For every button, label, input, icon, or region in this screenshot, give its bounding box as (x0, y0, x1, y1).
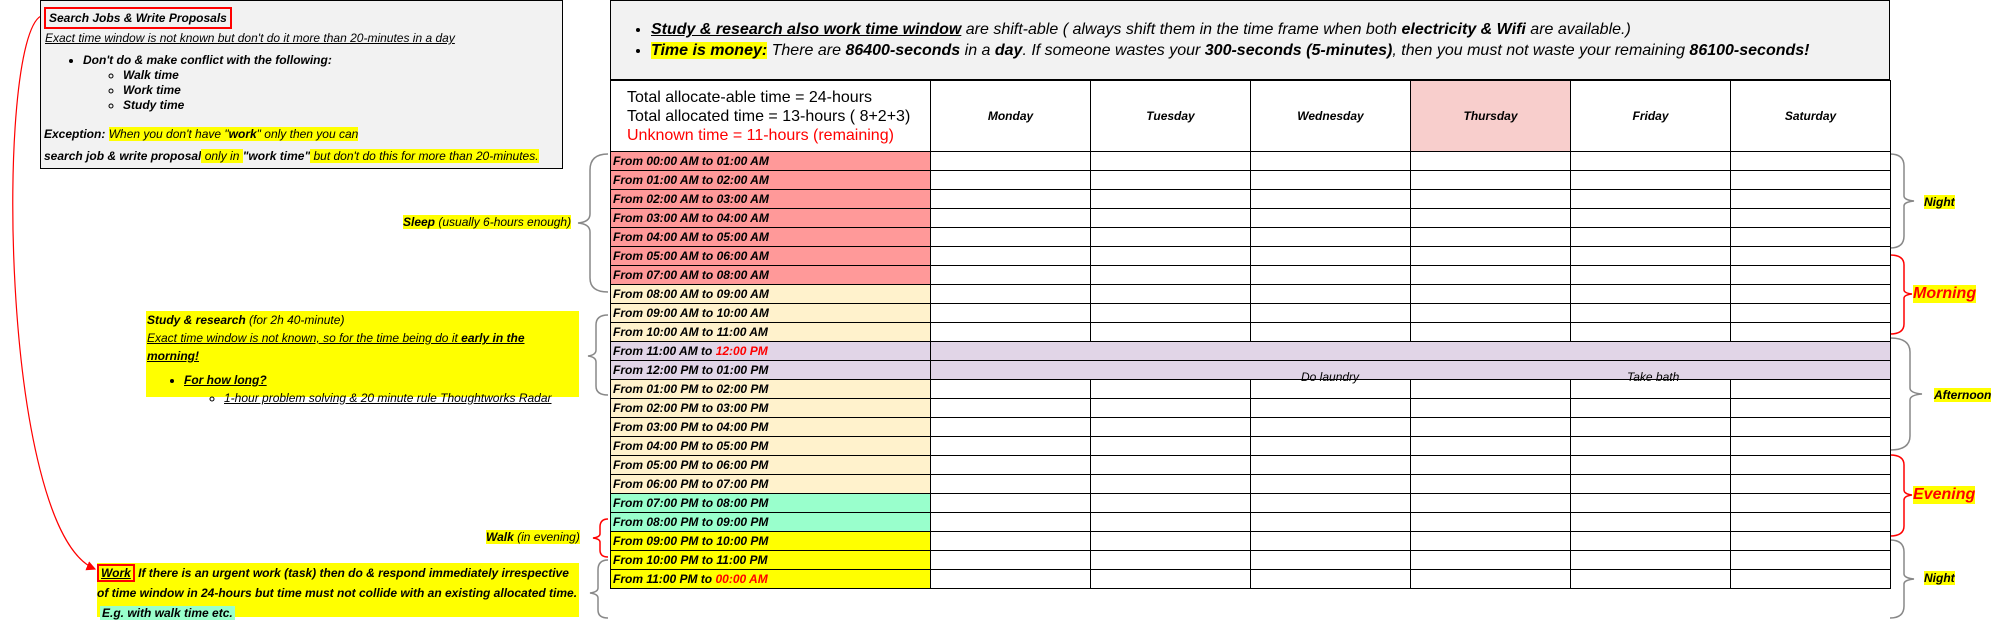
schedule-cell[interactable] (1091, 513, 1251, 532)
sleep-brace (578, 154, 608, 292)
time-summary (611, 81, 931, 152)
schedule-cell[interactable] (1731, 209, 1891, 228)
schedule-cell[interactable] (1091, 532, 1251, 551)
lunch-band (931, 361, 1891, 384)
schedule-cell[interactable] (931, 418, 1091, 437)
schedule-cell[interactable] (1251, 266, 1411, 285)
schedule-cell[interactable] (1251, 437, 1411, 456)
schedule-cell[interactable] (1251, 323, 1411, 342)
work-note (97, 563, 579, 620)
schedule-cell[interactable] (1251, 171, 1411, 190)
day-header-wednesday: Wednesday (1251, 81, 1411, 152)
time-slot-row (611, 437, 1891, 456)
schedule-cell[interactable] (1411, 152, 1571, 171)
time-slot-label: From 05:00 PM to 06:00 PM (611, 456, 931, 475)
schedule-cell[interactable] (1411, 399, 1571, 418)
exception-line-1: Exception: When you don't have "work" only then you can (44, 127, 359, 141)
study-list (146, 371, 579, 407)
schedule-cell[interactable] (1731, 323, 1891, 342)
schedule-cell[interactable] (931, 323, 1091, 342)
schedule-cell[interactable] (1251, 190, 1411, 209)
schedule-cell[interactable] (931, 513, 1091, 532)
schedule-cell[interactable] (931, 152, 1091, 171)
schedule-cell[interactable] (1411, 475, 1571, 494)
total-allocatable: Total allocate-able time = 24-hours (627, 88, 873, 106)
schedule-cell[interactable] (1091, 399, 1251, 418)
time-slot-row (611, 323, 1891, 342)
schedule-cell[interactable] (1571, 266, 1731, 285)
schedule-cell[interactable] (931, 399, 1091, 418)
schedule-cell[interactable] (1251, 532, 1411, 551)
time-slot-label: From 12:00 PM to 01:00 PM (611, 361, 931, 380)
chore-bath: Take bath (1627, 370, 1680, 384)
time-slot-label: From 02:00 AM to 03:00 AM (611, 190, 931, 209)
time-slot-row (611, 456, 1891, 475)
time-slot-row (611, 570, 1891, 589)
schedule-cell[interactable] (1251, 475, 1411, 494)
search-jobs-time-note: Exact time window is not known but don't do it more than 20-minutes in a day (45, 31, 455, 45)
schedule-cell[interactable] (1091, 323, 1251, 342)
schedule-cell[interactable] (931, 304, 1091, 323)
schedule-cell[interactable] (1411, 380, 1571, 399)
schedule-cell[interactable] (1091, 266, 1251, 285)
schedule-cell[interactable] (931, 247, 1091, 266)
time-slot-row (611, 228, 1891, 247)
schedule-cell[interactable] (1091, 551, 1251, 570)
schedule-cell[interactable] (931, 437, 1091, 456)
time-slot-label: From 11:00 PM to 00:00 AM (611, 570, 931, 589)
schedule-cell[interactable] (1091, 418, 1251, 437)
schedule-cell[interactable] (1731, 171, 1891, 190)
schedule-cell[interactable] (1411, 323, 1571, 342)
schedule-cell[interactable] (1731, 551, 1891, 570)
schedule-cell[interactable] (1251, 152, 1411, 171)
schedule-cell[interactable] (1731, 456, 1891, 475)
schedule-cell[interactable] (1411, 418, 1571, 437)
schedule-cell[interactable] (1571, 494, 1731, 513)
schedule-cell[interactable] (1731, 437, 1891, 456)
schedule-cell[interactable] (931, 209, 1091, 228)
time-slot-row (611, 494, 1891, 513)
schedule-cell[interactable] (1091, 475, 1251, 494)
conflict-item: ◦ Study time (123, 98, 332, 113)
schedule-cell[interactable] (1731, 513, 1891, 532)
schedule-cell[interactable] (1731, 228, 1891, 247)
how-long-item: • For how long? ◦ 1-hour problem solving & 20 minute rule Thoughtworks Radar (184, 371, 579, 407)
schedule-cell[interactable] (1731, 494, 1891, 513)
time-slot-label: From 08:00 AM to 09:00 AM (611, 285, 931, 304)
time-slot-label: From 04:00 AM to 05:00 AM (611, 228, 931, 247)
schedule-cell[interactable] (1571, 285, 1731, 304)
schedule-cell[interactable] (1411, 304, 1571, 323)
schedule-cell[interactable] (1251, 570, 1411, 589)
schedule-cell[interactable] (931, 551, 1091, 570)
schedule-cell[interactable] (931, 266, 1091, 285)
schedule-cell[interactable] (1731, 247, 1891, 266)
banner-line-time-is-money: • Time is money: There are 86400-seconds in a day. If someone wastes your 300-seconds (5-minutes), then you must not waste your remaining 86100-seconds! (651, 40, 1889, 61)
schedule-cell[interactable] (1091, 171, 1251, 190)
schedule-cell[interactable] (1091, 437, 1251, 456)
schedule-cell[interactable] (1251, 228, 1411, 247)
schedule-cell[interactable] (1091, 247, 1251, 266)
schedule-cell[interactable] (1091, 209, 1251, 228)
header-row (611, 81, 1891, 152)
time-slot-row (611, 361, 1891, 380)
schedule-cell[interactable] (1411, 513, 1571, 532)
schedule-cell[interactable] (931, 570, 1091, 589)
schedule-cell[interactable] (1731, 399, 1891, 418)
study-title: Study & research (for 2h 40-minute) (147, 313, 345, 327)
schedule-cell[interactable] (1571, 570, 1731, 589)
schedule-cell[interactable] (1731, 152, 1891, 171)
period-morning: Morning (1913, 285, 1977, 302)
time-slot-label: From 10:00 PM to 11:00 PM (611, 551, 931, 570)
time-slot-label: From 03:00 PM to 04:00 PM (611, 418, 931, 437)
schedule-cell[interactable] (1571, 475, 1731, 494)
period-afternoon: Afternoon (1934, 388, 1992, 402)
schedule-cell[interactable] (1571, 551, 1731, 570)
schedule-cell[interactable] (1411, 456, 1571, 475)
schedule-cell[interactable] (1411, 190, 1571, 209)
schedule-cell[interactable] (1091, 190, 1251, 209)
work-example: E.g. with walk time etc. (102, 606, 233, 620)
conflict-item: ◦ Work time (123, 83, 332, 98)
time-slot-row (611, 342, 1891, 361)
schedule-cell[interactable] (1091, 494, 1251, 513)
schedule-cell[interactable] (1411, 437, 1571, 456)
time-slot-row (611, 513, 1891, 532)
schedule-cell[interactable] (1731, 304, 1891, 323)
period-night-2: Night (1924, 571, 1955, 585)
schedule-cell[interactable] (1571, 437, 1731, 456)
schedule-cell[interactable] (1251, 551, 1411, 570)
time-slot-row (611, 152, 1891, 171)
schedule-cell[interactable] (931, 475, 1091, 494)
schedule-cell[interactable] (1251, 399, 1411, 418)
schedule-cell[interactable] (1251, 418, 1411, 437)
schedule-cell[interactable] (1731, 418, 1891, 437)
time-slot-label: From 09:00 AM to 10:00 AM (611, 304, 931, 323)
time-slot-row (611, 475, 1891, 494)
schedule-cell[interactable] (1571, 209, 1731, 228)
schedule-cell[interactable] (1411, 532, 1571, 551)
chore-laundry: Do laundry (1301, 370, 1360, 384)
schedule-cell[interactable] (1411, 228, 1571, 247)
unknown-time: Unknown time = 11-hours (remaining) (627, 126, 894, 144)
schedule-cell[interactable] (1571, 418, 1731, 437)
schedule-cell[interactable] (1731, 266, 1891, 285)
schedule-cell[interactable] (1571, 323, 1731, 342)
time-slot-label: From 11:00 AM to 12:00 PM (611, 342, 931, 361)
schedule-cell[interactable] (1091, 570, 1251, 589)
study-brace (588, 315, 608, 395)
night2-brace (1890, 540, 1914, 618)
schedule-cell[interactable] (1571, 532, 1731, 551)
schedule-cell[interactable] (931, 190, 1091, 209)
schedule-cell[interactable] (1411, 209, 1571, 228)
schedule-cell[interactable] (1251, 494, 1411, 513)
study-research-note (146, 311, 579, 405)
walk-label: Walk (in evening) (486, 530, 580, 544)
time-slot-label: From 00:00 AM to 01:00 AM (611, 152, 931, 171)
sleep-label: Sleep (usually 6-hours enough) (403, 215, 572, 229)
schedule-cell[interactable] (1571, 228, 1731, 247)
work-brace (590, 560, 608, 618)
schedule-cell[interactable] (1251, 285, 1411, 304)
schedule-cell[interactable] (1571, 190, 1731, 209)
conflict-list (45, 53, 332, 113)
time-slot-label: From 01:00 PM to 02:00 PM (611, 380, 931, 399)
time-slot-label: From 04:00 PM to 05:00 PM (611, 437, 931, 456)
schedule-cell[interactable] (1091, 456, 1251, 475)
schedule-cell[interactable] (1731, 380, 1891, 399)
time-slot-row (611, 247, 1891, 266)
night1-brace (1890, 154, 1914, 248)
schedule-cell[interactable] (931, 171, 1091, 190)
afternoon-brace (1890, 338, 1922, 450)
evening-brace (1890, 455, 1912, 536)
time-slot-label: From 03:00 AM to 04:00 AM (611, 209, 931, 228)
time-slot-label: From 01:00 AM to 02:00 AM (611, 171, 931, 190)
time-slot-row (611, 399, 1891, 418)
morning-brace (1890, 255, 1912, 334)
schedule-cell[interactable] (1571, 171, 1731, 190)
conflict-heading: Don't do & make conflict with the following: (83, 53, 332, 67)
work-line-1: Work If there is an urgent work (task) then do & respond immediately irrespective (97, 563, 579, 583)
exception-line-2: search job & write proposal only in "work time" but don't do this for more than 20-minutes. (44, 149, 539, 163)
schedule-cell[interactable] (1411, 551, 1571, 570)
banner-line-shiftable: • Study & research also work time window are shift-able ( always shift them in the time frame when both electricity & Wifi are available.) (651, 19, 1889, 40)
schedule-cell[interactable] (931, 494, 1091, 513)
schedule-cell[interactable] (1571, 456, 1731, 475)
schedule-cell[interactable] (1411, 171, 1571, 190)
schedule-cell[interactable] (931, 532, 1091, 551)
time-slot-row (611, 266, 1891, 285)
day-header-thursday: Thursday (1411, 81, 1571, 152)
schedule-cell[interactable] (1251, 247, 1411, 266)
time-slot-label: From 09:00 PM to 10:00 PM (611, 532, 931, 551)
walk-brace (593, 519, 608, 557)
work-line-2: of time window in 24-hours but time must not collide with an existing allocated time. (97, 586, 578, 600)
schedule-cell[interactable] (1251, 456, 1411, 475)
schedule-cell[interactable] (1251, 304, 1411, 323)
schedule-cell[interactable] (1091, 152, 1251, 171)
time-slot-label: From 05:00 AM to 06:00 AM (611, 247, 931, 266)
time-slot-row (611, 209, 1891, 228)
time-slot-row (611, 285, 1891, 304)
lunch-band (931, 342, 1891, 361)
schedule-cell[interactable] (1731, 532, 1891, 551)
schedule-cell[interactable] (931, 380, 1091, 399)
time-slot-label: From 02:00 PM to 03:00 PM (611, 399, 931, 418)
time-slot-row (611, 551, 1891, 570)
time-slot-row (611, 418, 1891, 437)
schedule-cell[interactable] (931, 285, 1091, 304)
day-header-tuesday: Tuesday (1091, 81, 1251, 152)
schedule-cell[interactable] (1731, 570, 1891, 589)
total-allocated: Total allocated time = 13-hours ( 8+2+3) (627, 107, 911, 125)
time-slot-row (611, 532, 1891, 551)
search-jobs-title: Search Jobs & Write Proposals (44, 7, 232, 29)
schedule-cell[interactable] (1411, 285, 1571, 304)
time-slot-label: From 08:00 PM to 09:00 PM (611, 513, 931, 532)
schedule-cell[interactable] (1091, 304, 1251, 323)
schedule-cell[interactable] (1251, 209, 1411, 228)
time-slot-row (611, 380, 1891, 399)
schedule-cell[interactable] (1411, 266, 1571, 285)
search-jobs-note (40, 0, 563, 169)
top-banner (610, 0, 1890, 80)
schedule-cell[interactable] (931, 228, 1091, 247)
schedule-cell[interactable] (1731, 190, 1891, 209)
schedule-cell[interactable] (1091, 380, 1251, 399)
schedule-cell[interactable] (1571, 399, 1731, 418)
weekly-schedule-table (610, 80, 1891, 589)
schedule-cell[interactable] (1731, 285, 1891, 304)
schedule-cell[interactable] (1571, 247, 1731, 266)
time-slot-row (611, 190, 1891, 209)
period-evening: Evening (1913, 486, 1976, 503)
schedule-cell[interactable] (1571, 304, 1731, 323)
time-slot-label: From 07:00 AM to 08:00 AM (611, 266, 931, 285)
schedule-cell[interactable] (1411, 494, 1571, 513)
conflict-item: ◦ Walk time (123, 68, 332, 83)
period-night-1: Night (1924, 195, 1955, 209)
day-header-monday: Monday (931, 81, 1091, 152)
schedule-cell[interactable] (931, 456, 1091, 475)
schedule-cell[interactable] (1571, 513, 1731, 532)
day-header-friday: Friday (1571, 81, 1731, 152)
time-slot-row (611, 304, 1891, 323)
time-slot-row (611, 171, 1891, 190)
day-header-saturday: Saturday (1731, 81, 1891, 152)
time-slot-label: From 07:00 PM to 08:00 PM (611, 494, 931, 513)
schedule-cell[interactable] (1091, 285, 1251, 304)
schedule-cell[interactable] (1091, 228, 1251, 247)
time-slot-label: From 06:00 PM to 07:00 PM (611, 475, 931, 494)
schedule-cell[interactable] (1731, 475, 1891, 494)
schedule-cell[interactable] (1571, 152, 1731, 171)
schedule-cell[interactable] (1411, 570, 1571, 589)
schedule-cell[interactable] (1411, 247, 1571, 266)
study-time-note: Exact time window is not known, so for the time being do it early in the morning! (147, 331, 525, 363)
study-sub-item: ◦ 1-hour problem solving & 20 minute rule Thoughtworks Radar (224, 389, 579, 407)
time-slot-label: From 10:00 AM to 11:00 AM (611, 323, 931, 342)
schedule-cell[interactable] (1251, 513, 1411, 532)
